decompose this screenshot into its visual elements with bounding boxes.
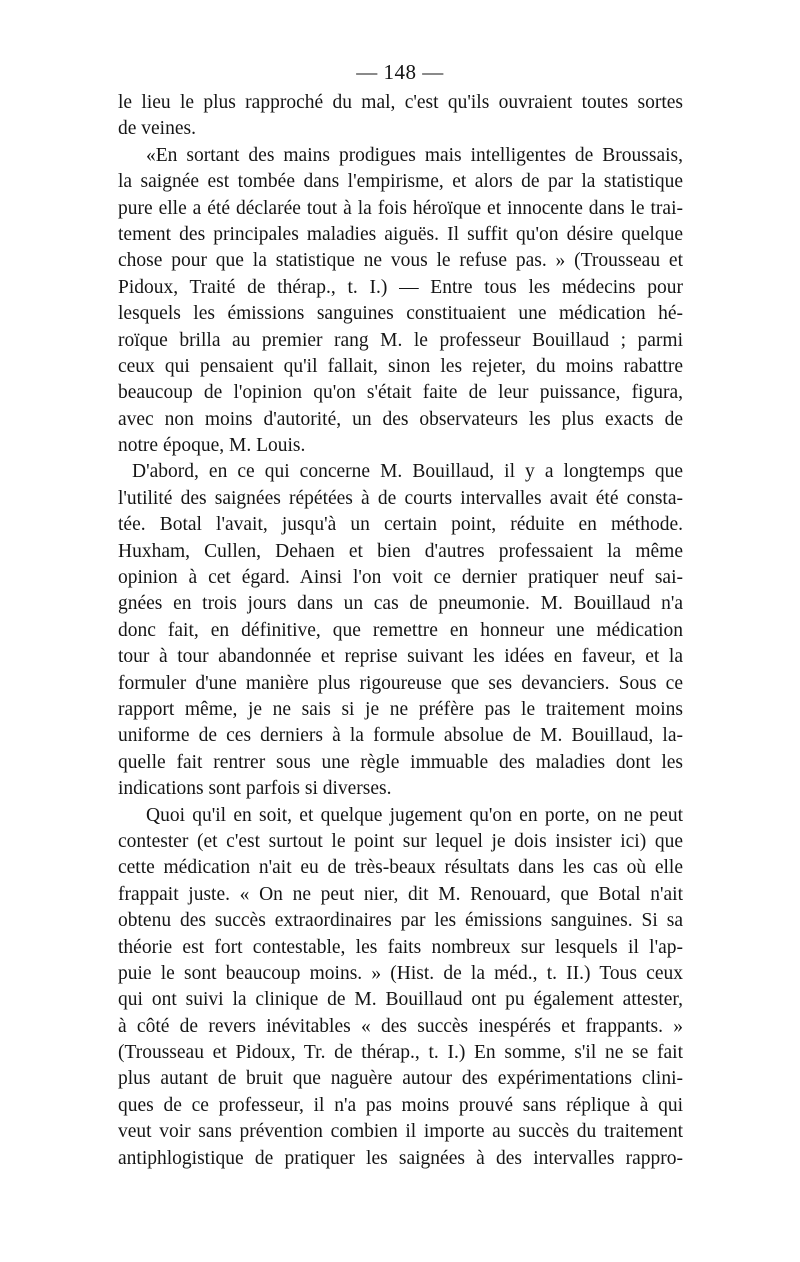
text-line: opinion à cet égard. Ainsi l'on voit ce dernier pratiquer neuf sai- xyxy=(118,567,683,589)
text-line: donc fait, en définitive, que remettre en honneur une médication xyxy=(118,619,683,641)
text-line: formuler d'une manière plus rigoureuse que ses devanciers. Sous ce xyxy=(118,672,683,694)
text-line: roïque brilla au premier rang M. le professeur Bouillaud ; parmi xyxy=(118,329,683,351)
text-line: de veines. xyxy=(118,118,196,140)
text-line: obtenu des succès extraordinaires par les émissions sanguines. Si sa xyxy=(118,910,683,932)
text-line: qui ont suivi la clinique de M. Bouillaud ont pu également attester, xyxy=(118,989,683,1011)
text-line: la saignée est tombée dans l'empirisme, et alors de par la statistique xyxy=(118,171,683,193)
text-line: pure elle a été déclarée tout à la fois héroïque et innocente dans le trai- xyxy=(118,197,683,219)
text-line: quelle fait rentrer sous une règle immuable des maladies dont les xyxy=(118,751,683,773)
text-line: puie le sont beaucoup moins. » (Hist. de la méd., t. II.) Tous ceux xyxy=(118,962,683,984)
text-line: «En sortant des mains prodigues mais intelligentes de Broussais, xyxy=(146,144,683,166)
text-line: rapport même, je ne sais si je ne préfère pas le traitement moins xyxy=(118,698,683,720)
text-line: l'utilité des saignées répétées à de courts intervalles avait été consta- xyxy=(118,487,683,509)
text-line: beaucoup de l'opinion qu'on s'était faite de leur puissance, figura, xyxy=(118,382,683,404)
text-line: lesquels les émissions sanguines constituaient une médication hé- xyxy=(118,303,683,325)
text-line: D'abord, en ce qui concerne M. Bouillaud, il y a longtemps que xyxy=(132,461,683,483)
text-line: Huxham, Cullen, Dehaen et bien d'autres professaient la même xyxy=(118,540,683,562)
text-line: ceux qui pensaient qu'il fallait, sinon les rejeter, du moins rabattre xyxy=(118,355,683,377)
text-line: contester (et c'est surtout le point sur lequel je dois insister ici) que xyxy=(118,830,683,852)
text-line: le lieu le plus rapproché du mal, c'est qu'ils ouvraient toutes sortes xyxy=(118,92,683,113)
text-line: théorie est fort contestable, les faits nombreux sur lesquels il l'ap- xyxy=(118,936,683,958)
text-line: cette médication n'ait eu de très-beaux résultats dans les cas où elle xyxy=(118,857,683,879)
text-line: notre époque, M. Louis. xyxy=(118,435,306,457)
text-line: tement des principales maladies aiguës. Il suffit qu'on désire quelque xyxy=(118,223,683,245)
text-line: gnées en trois jours dans un cas de pneumonie. M. Bouillaud n'a xyxy=(118,593,683,615)
text-line: chose pour que la statistique ne vous le refuse pas. » (Trousseau et xyxy=(118,250,683,272)
text-line: uniforme de ces derniers à la formule absolue de M. Bouillaud, la- xyxy=(118,725,683,747)
text-line: veut voir sans prévention combien il importe au succès du traitement xyxy=(118,1121,683,1143)
text-line: tée. Botal l'avait, jusqu'à un certain point, réduite en méthode. xyxy=(118,514,683,536)
page-number: — 148 — xyxy=(356,60,444,84)
text-line: ques de ce professeur, il n'a pas moins prouvé sans réplique à qui xyxy=(118,1094,683,1116)
text-line: (Trousseau et Pidoux, Tr. de thérap., t. I.) En somme, s'il ne se fait xyxy=(118,1042,683,1064)
text-line: frappait juste. « On ne peut nier, dit M. Renouard, que Botal n'ait xyxy=(118,883,683,905)
text-line: avec non moins d'autorité, un des observateurs les plus exacts de xyxy=(118,408,683,430)
text-line: indications sont parfois si diverses. xyxy=(118,778,392,800)
text-line: Quoi qu'il en soit, et quelque jugement qu'on en porte, on ne peut xyxy=(146,804,683,826)
text-line: Pidoux, Traité de thérap., t. I.) — Entre tous les médecins pour xyxy=(118,276,683,298)
text-line: tour à tour abandonnée et reprise suivant les idées en faveur, et la xyxy=(118,646,683,668)
text-line: à côté de revers inévitables « des succès inespérés et frappants. » xyxy=(118,1015,683,1037)
text-line: plus autant de bruit que naguère autour des expérimentations clini- xyxy=(118,1068,683,1090)
text-line: antiphlogistique de pratiquer les saignées à des intervalles rappro- xyxy=(118,1147,683,1169)
body-text xyxy=(118,90,683,1172)
